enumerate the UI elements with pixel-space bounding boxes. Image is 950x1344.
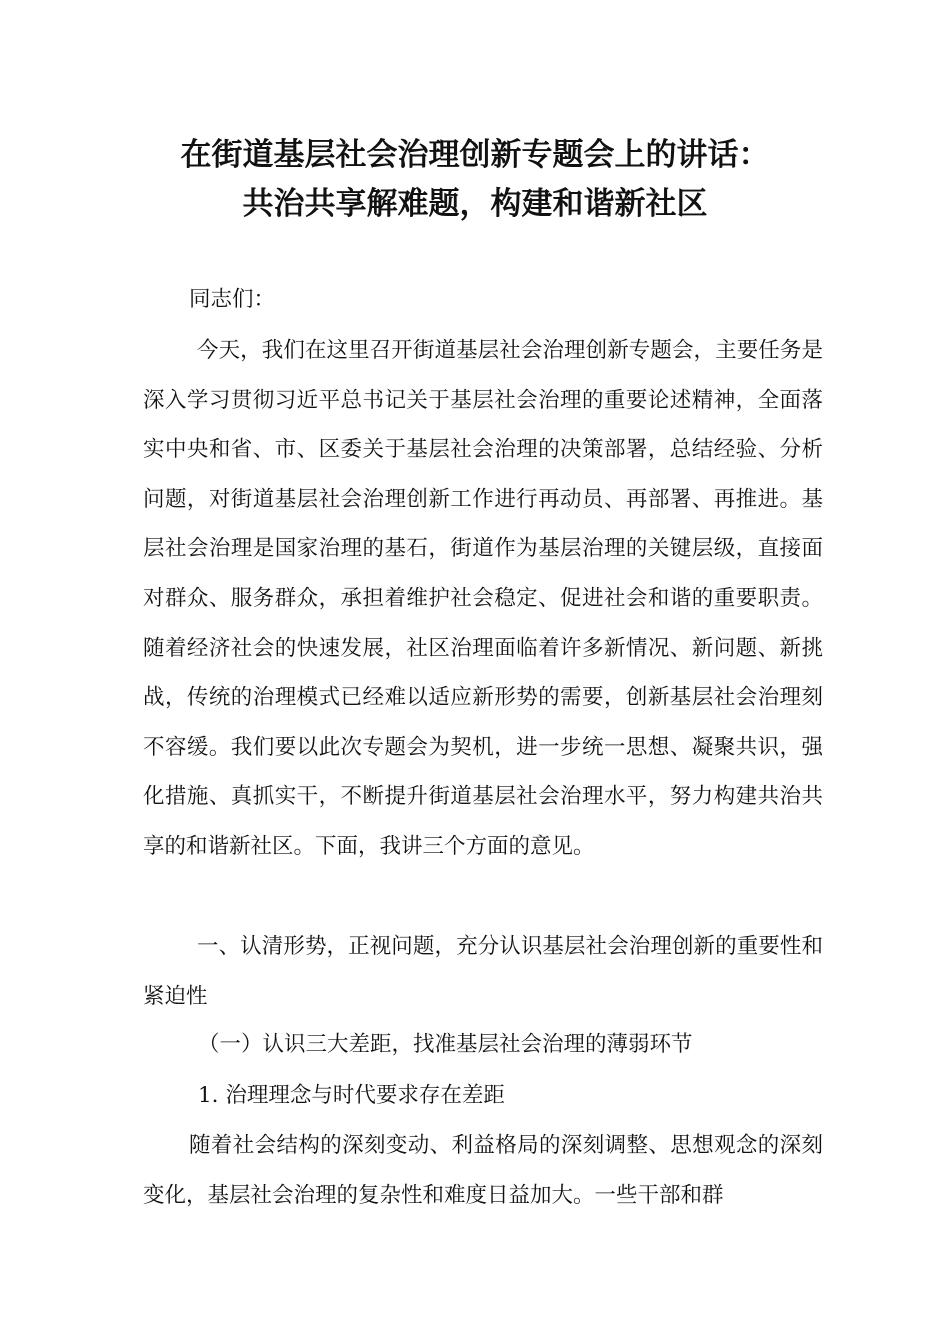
document-title-line-2: 共治共享解难题，构建和谐新社区 — [242, 186, 708, 222]
document-title-line-1: 在街道基层社会治理创新专题会上的讲话： — [180, 137, 770, 173]
body-paragraph: 随着社会结构的深刻变动、利益格局的深刻调整、思想观念的深刻变化，基层社会治理的复杂性和难度日益加大。一些干部和群 — [143, 1133, 823, 1208]
subsection-heading: （一）认识三大差距，找准基层社会治理的薄弱环节 — [198, 1032, 693, 1057]
intro-paragraph: 今天，我们在这里召开街道基层社会治理创新专题会，主要任务是深入学习贯彻习近平总书记关于基层社会治理的重要论述精神，全面落实中央和省、市、区委关于基层社会治理的决策部署，总结经验、分析问题，对街道基层社会治理创新工作进行再动员、再部署、再推进。基层社会治理是国家治理的基石，街道作为基层治理的关键层级，直接面对群众、服务群众，承担着维护社会稳定、促进社会和谐的重要职责。随着经济社会的快速发展，社区治理面临着许多新情况、新问题、新挑战，传统的治理模式已经难以适应新形势的需要，创新基层社会治理刻不容缓。我们要以此次专题会为契机，进一步统一思想、凝聚共识，强化措施、真抓实干，不断提升街道基层社会治理水平，努力构建共治共享的和谐新社区。下面，我讲三个方面的意见。 — [143, 338, 823, 859]
numbered-heading: 1. 治理理念与时代要求存在差距 — [198, 1083, 505, 1108]
salutation: 同志们： — [189, 287, 276, 312]
section-heading-1: 一、认清形势，正视问题，充分认识基层社会治理创新的重要性和紧迫性 — [143, 934, 823, 1009]
